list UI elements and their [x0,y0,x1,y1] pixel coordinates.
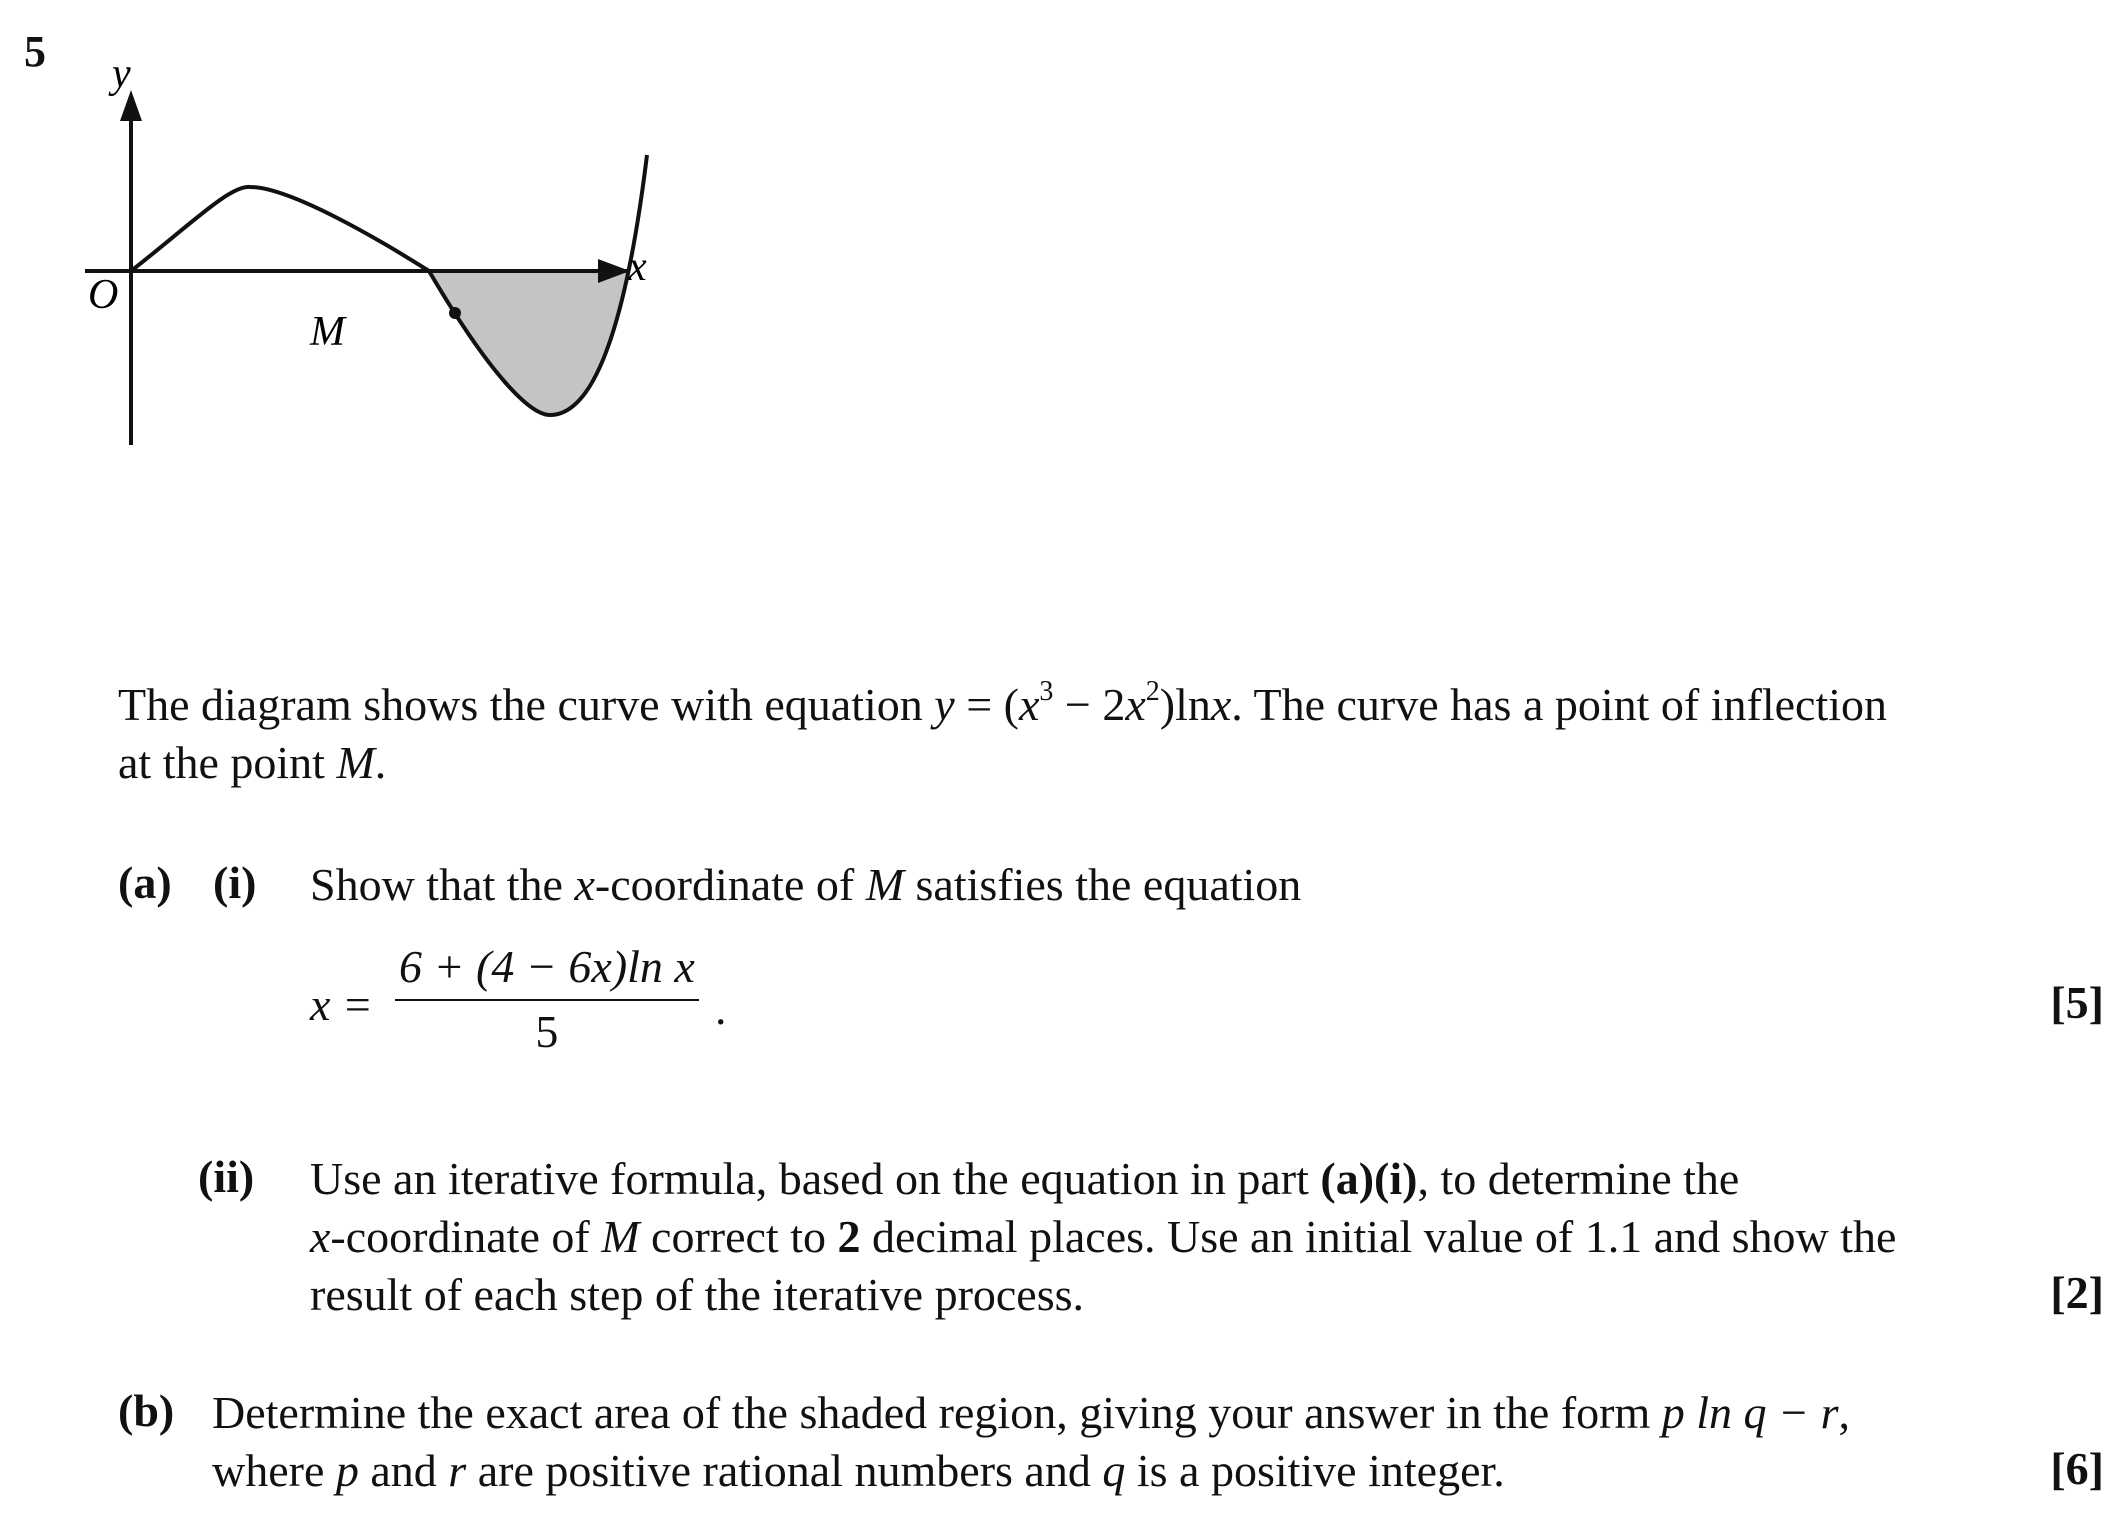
equation-end: . [715,983,727,1034]
part-a-ii-label: (ii) [198,1151,255,1202]
equation-lhs: x = [310,979,373,1030]
intro-line-1: The diagram shows the curve with equation $y = (x^3 - 2x^2)\ln x$. The curve has a point of inflection [118,676,1888,730]
shaded-region [429,271,627,415]
equation-fraction [395,940,699,1058]
intro-line-2: at the point M. [118,737,387,788]
part-a-i-label: (i) [213,857,257,908]
x-axis-label: x [628,244,647,290]
fraction-numerator: 6 + (4 − 6x)ln x [395,940,699,1001]
origin-label: O [88,272,119,318]
part-b-line-1: Determine the exact area of the shaded region, giving your answer in the form p ln q − r, [212,1387,1850,1438]
part-a-label: (a) [118,857,172,908]
part-b-label: (b) [118,1385,175,1436]
part-a-ii-line-1: Use an iterative formula, based on the equation in part (a)(i), to determine the [310,1153,1740,1204]
part-b-line-2: where p and r are positive rational numbers and q is a positive integer. [212,1445,1505,1496]
curve-diagram [88,51,900,615]
fraction-denominator: 5 [535,1006,559,1057]
marks-b: [6] [2050,1443,2104,1494]
y-axis-label: y [112,51,131,97]
part-a-ii-line-2: x-coordinate of M correct to 2 decimal places. Use an initial value of 1.1 and show the [310,1211,1897,1262]
marks-a-i: [5] [2050,977,2104,1028]
part-a-ii-line-3: result of each step of the iterative process. [310,1269,1085,1320]
point-m-label: M [310,309,345,355]
marks-a-ii: [2] [2050,1267,2104,1318]
question-number: 5 [24,27,46,76]
part-a-i-text: Show that the x-coordinate of M satisfies the equation [310,859,1302,910]
point-m-dot [449,307,461,319]
